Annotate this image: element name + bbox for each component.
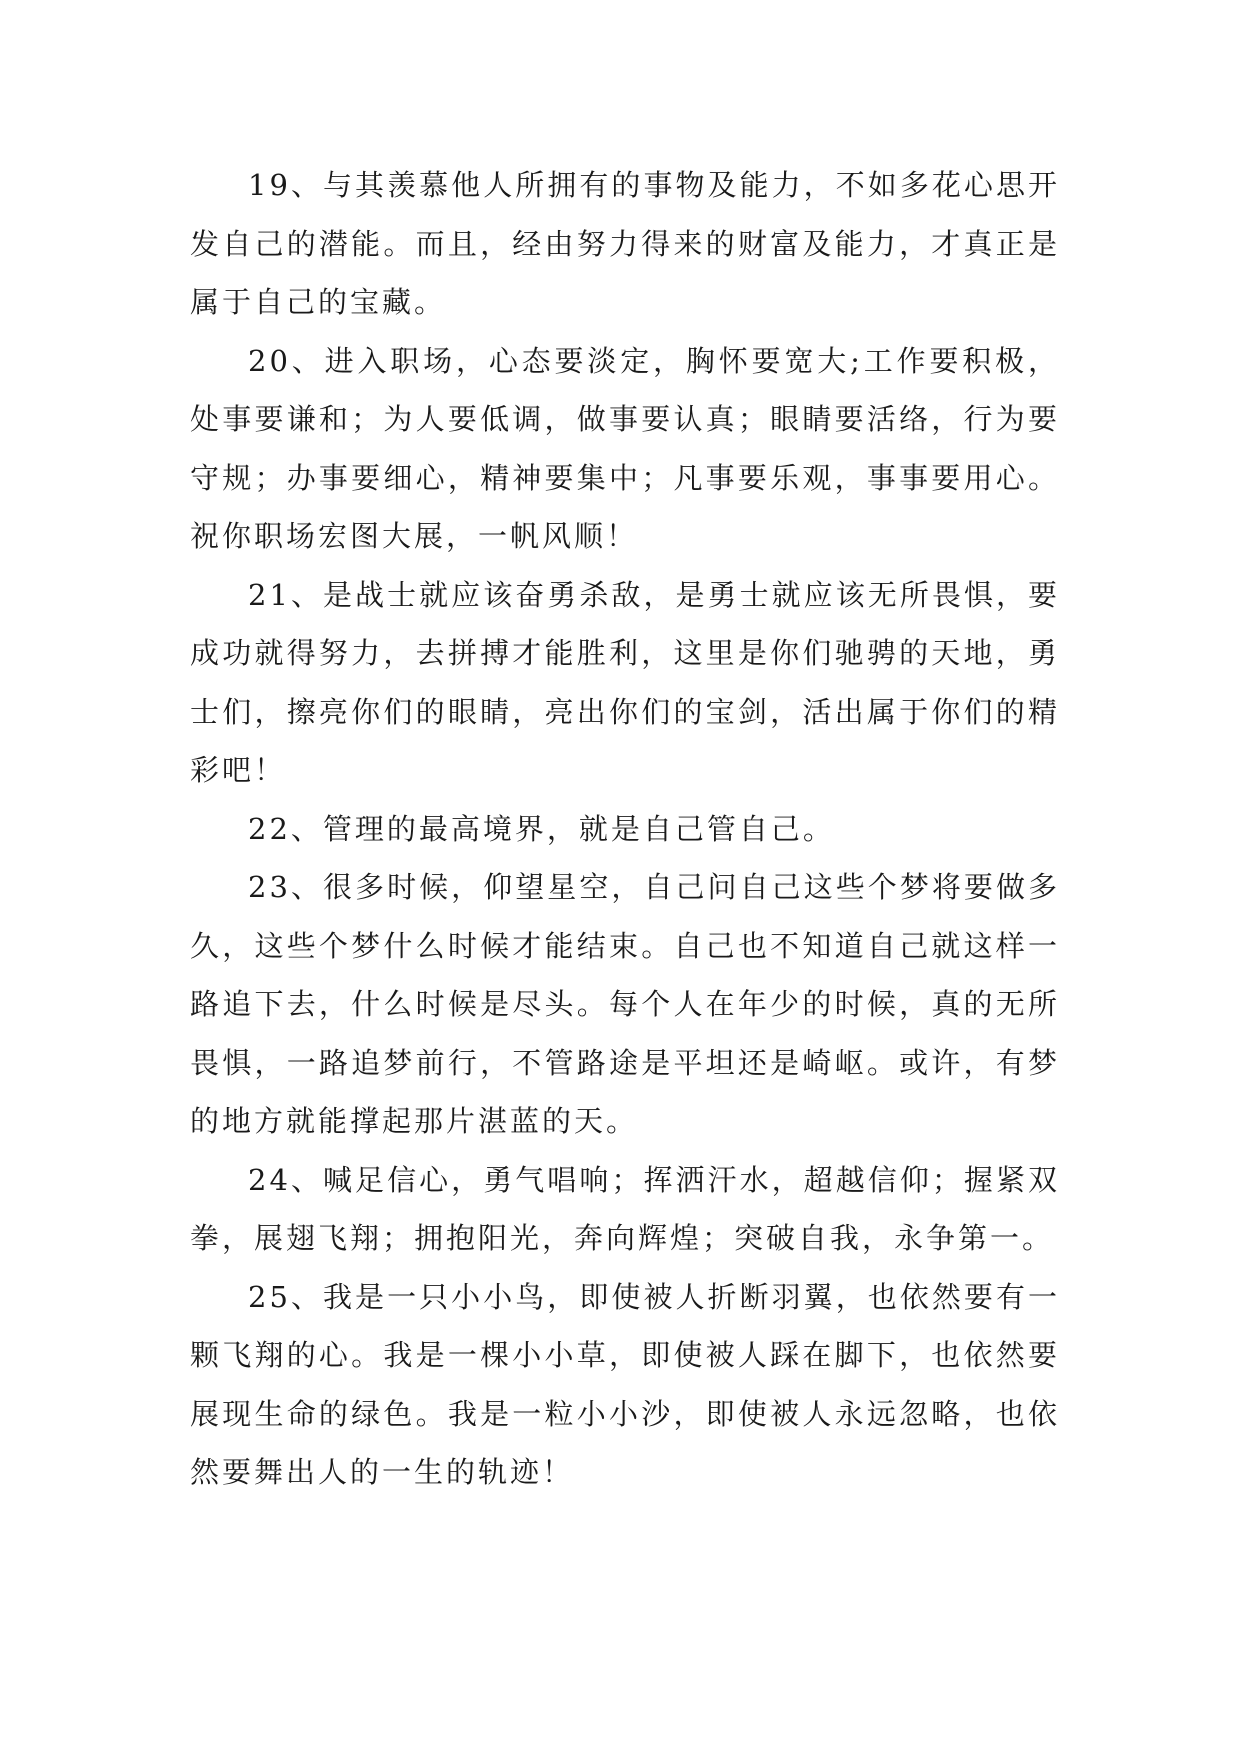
paragraph-24: 24、喊足信心，勇气唱响；挥洒汗水，超越信仰；握紧双拳，展翅飞翔；拥抱阳光，奔向辉煌；突破自我，永争第一。 bbox=[190, 1162, 1060, 1255]
paragraph-22: 22、管理的最高境界，就是自己管自己。 bbox=[248, 811, 835, 846]
paragraph-21: 21、是战士就应该奋勇杀敌，是勇士就应该无所畏惧，要成功就得努力，去拼搏才能胜利，这里是你们驰骋的天地，勇士们，擦亮你们的眼睛，亮出你们的宝剑，活出属于你们的精彩吧！ bbox=[190, 577, 1060, 787]
paragraph-23: 23、很多时候，仰望星空，自己问自己这些个梦将要做多久，这些个梦什么时候才能结束。自己也不知道自己就这样一路追下去，什么时候是尽头。每个人在年少的时候，真的无所畏惧，一路追梦前行，不管路途是平坦还是崎岖。或许，有梦的地方就能撑起那片湛蓝的天。 bbox=[190, 870, 1060, 1138]
paragraph-25: 25、我是一只小小鸟，即使被人折断羽翼，也依然要有一颗飞翔的心。我是一棵小小草，即使被人踩在脚下，也依然要展现生命的绿色。我是一粒小小沙，即使被人永远忽略，也依然要舞出人的一生的轨迹！ bbox=[190, 1279, 1060, 1489]
paragraph-20: 20、进入职场，心态要淡定，胸怀要宽大;工作要积极，处事要谦和；为人要低调，做事要认真；眼睛要活络，行为要守规；办事要细心，精神要集中；凡事要乐观，事事要用心。祝你职场宏图大展，一帆风顺！ bbox=[190, 343, 1060, 553]
paragraph-19: 19、与其羡慕他人所拥有的事物及能力，不如多花心思开发自己的潜能。而且，经由努力得来的财富及能力，才真正是属于自己的宝藏。 bbox=[190, 168, 1060, 319]
document-body bbox=[190, 156, 1060, 1502]
